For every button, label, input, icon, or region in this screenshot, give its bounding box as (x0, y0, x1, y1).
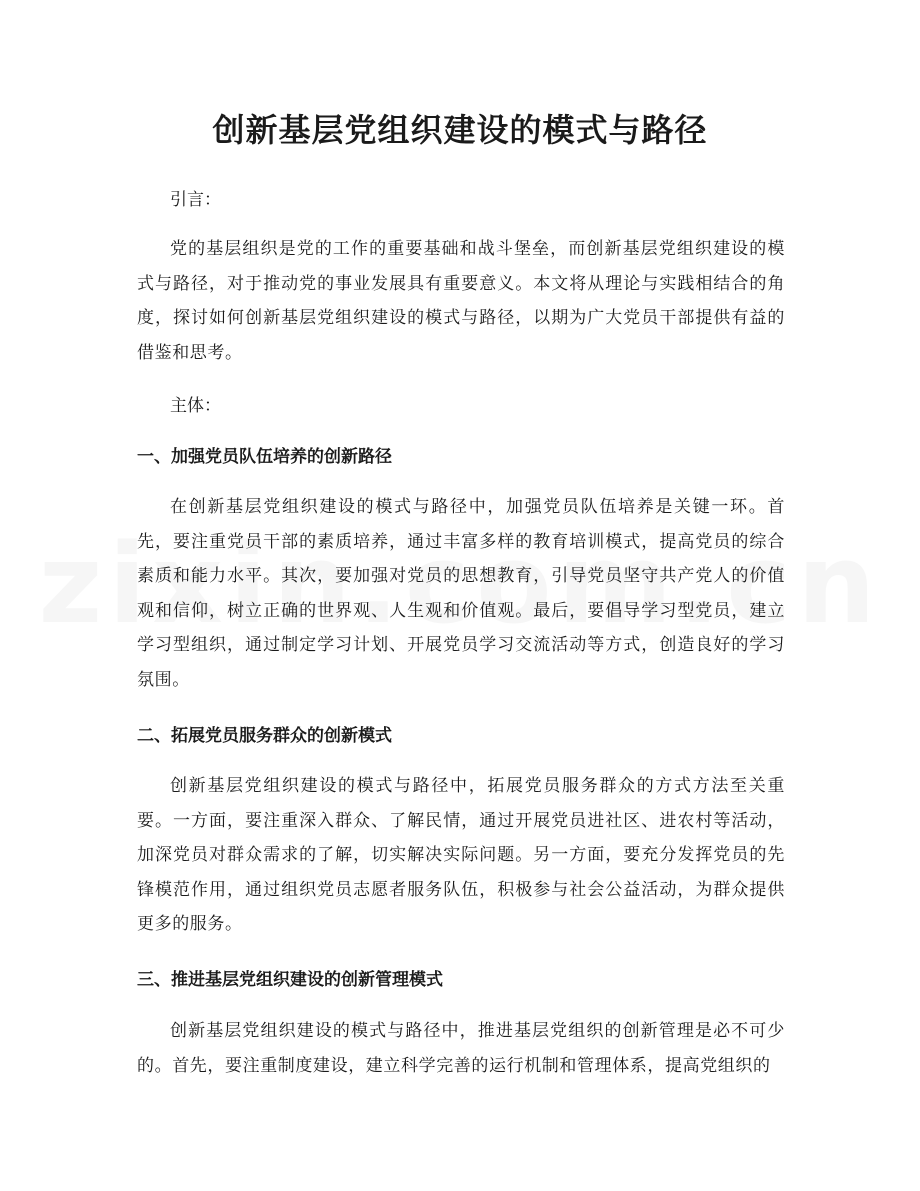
intro-paragraph: 党的基层组织是党的工作的重要基础和战斗堡垒，而创新基层党组织建设的模式与路径，对于推动党的事业发展具有重要意义。本文将从理论与实践相结合的角度，探讨如何创新基层党组织建设的模式与路径，以期为广大党员干部提供有益的借鉴和思考。 (137, 239, 785, 363)
section-paragraph-2: 创新基层党组织建设的模式与路径中，拓展党员服务群众的方式方法至关重要。一方面，要注重深入群众、了解民情，通过开展党员进社区、进农村等活动，加深党员对群众需求的了解，切实解决实际问题。另一方面，要充分发挥党员的先锋模范作用，通过组织党员志愿者服务队伍，积极参与社会公益活动，为群众提供更多的服务。 (137, 776, 785, 934)
section-paragraph-3: 创新基层党组织建设的模式与路径中，推进基层党组织的创新管理是必不可少的。首先，要注重制度建设，建立科学完善的运行机制和管理体系，提高党组织的 (137, 1021, 785, 1076)
section-heading-2: 二、拓展党员服务群众的创新模式 (137, 726, 392, 746)
section-heading-3: 三、推进基层党组织建设的创新管理模式 (137, 970, 443, 990)
body-label: 主体： (170, 396, 221, 416)
document-title: 创新基层党组织建设的模式与路径 (212, 111, 708, 149)
section-paragraph-1: 在创新基层党组织建设的模式与路径中，加强党员队伍培养是关键一环。首先，要注重党员干部的素质培养，通过丰富多样的教育培训模式，提高党员的综合素质和能力水平。其次，要加强对党员的思想教育，引导党员坚守共产党人的价值观和信仰，树立正确的世界观、人生观和价值观。最后，要倡导学习型党员，建立学习型组织，通过制定学习计划、开展党员学习交流活动等方式，创造良好的学习氛围。 (137, 497, 785, 690)
intro-label: 引言： (170, 190, 221, 210)
section-heading-1: 一、加强党员队伍培养的创新路径 (137, 447, 392, 467)
